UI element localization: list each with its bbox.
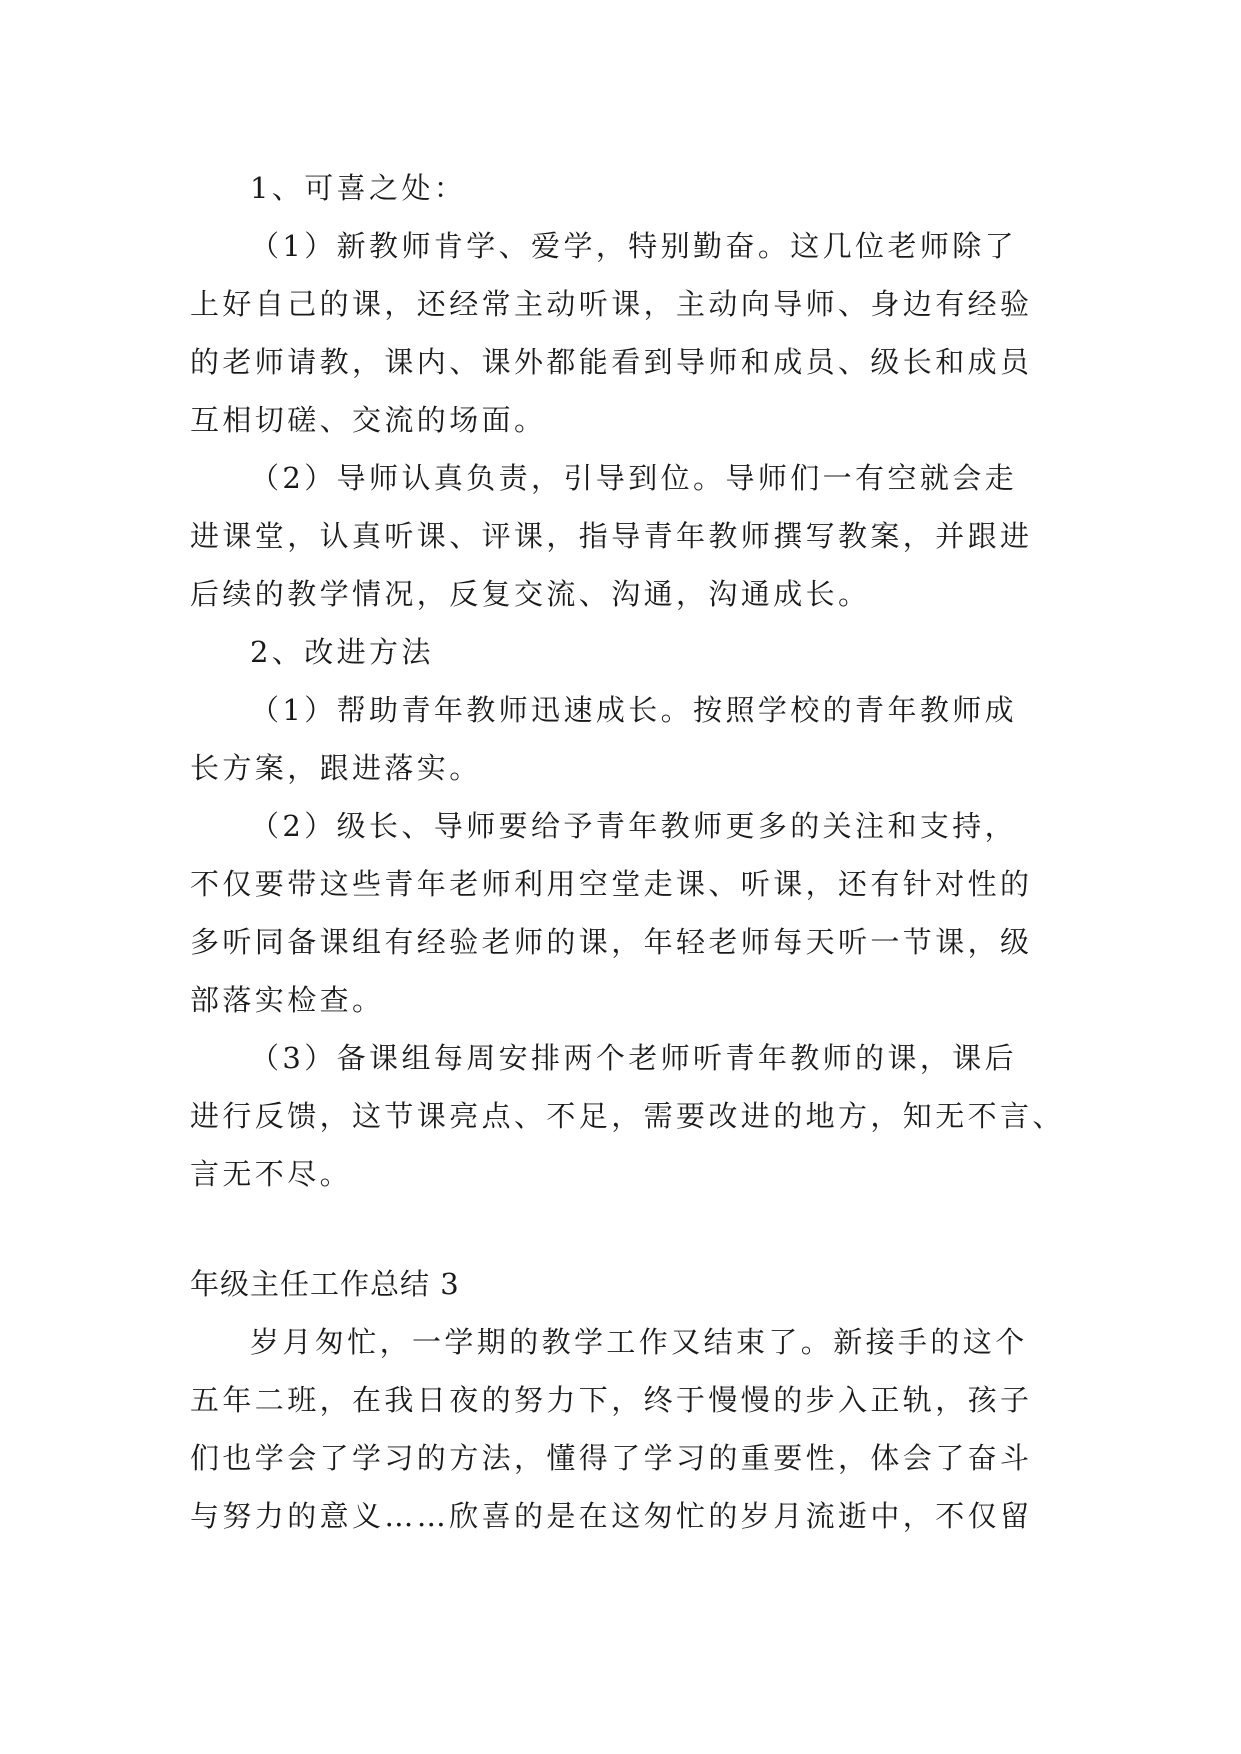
paragraph-line: 言无不尽。 xyxy=(190,1157,353,1191)
paragraph-line: （3）备课组每周安排两个老师听青年教师的课，课后 xyxy=(250,1041,1018,1075)
article-title: 年级主任工作总结 3 xyxy=(190,1267,460,1301)
paragraph-line: 多听同备课组有经验老师的课，年轻老师每天听一节课，级 xyxy=(190,925,1033,959)
paragraph-line: 们也学会了学习的方法，懂得了学习的重要性，体会了奋斗 xyxy=(190,1441,1033,1475)
paragraph-line: （2）级长、导师要给予青年教师更多的关注和支持， xyxy=(250,809,1018,843)
paragraph-line: （2）导师认真负责，引导到位。导师们一有空就会走 xyxy=(250,461,1018,495)
paragraph-line: 不仅要带这些青年老师利用空堂走课、听课，还有针对性的 xyxy=(190,867,1033,901)
paragraph-line: （1）帮助青年教师迅速成长。按照学校的青年教师成 xyxy=(250,693,1018,727)
paragraph-line: 互相切磋、交流的场面。 xyxy=(190,403,547,437)
paragraph-line: 与努力的意义……欣喜的是在这匆忙的岁月流逝中，不仅留 xyxy=(190,1499,1033,1533)
paragraph-line: 部落实检查。 xyxy=(190,983,385,1017)
paragraph-line: 的老师请教，课内、课外都能看到导师和成员、级长和成员 xyxy=(190,345,1033,379)
paragraph-line: 长方案，跟进落实。 xyxy=(190,751,482,785)
paragraph-line: （1）新教师肯学、爱学，特别勤奋。这几位老师除了 xyxy=(250,229,1018,263)
paragraph-line: 五年二班，在我日夜的努力下，终于慢慢的步入正轨，孩子 xyxy=(190,1383,1033,1417)
section-heading-1: 1、可喜之处： xyxy=(250,171,467,205)
paragraph-line: 上好自己的课，还经常主动听课，主动向导师、身边有经验 xyxy=(190,287,1033,321)
section-heading-2: 2、改进方法 xyxy=(250,635,434,669)
paragraph-line: 进行反馈，这节课亮点、不足，需要改进的地方，知无不言、 xyxy=(190,1099,1065,1133)
paragraph-line: 进课堂，认真听课、评课，指导青年教师撰写教案，并跟进 xyxy=(190,519,1033,553)
paragraph-line: 后续的教学情况，反复交流、沟通，沟通成长。 xyxy=(190,577,871,611)
paragraph-line: 岁月匆忙，一学期的教学工作又结束了。新接手的这个 xyxy=(250,1325,1028,1359)
